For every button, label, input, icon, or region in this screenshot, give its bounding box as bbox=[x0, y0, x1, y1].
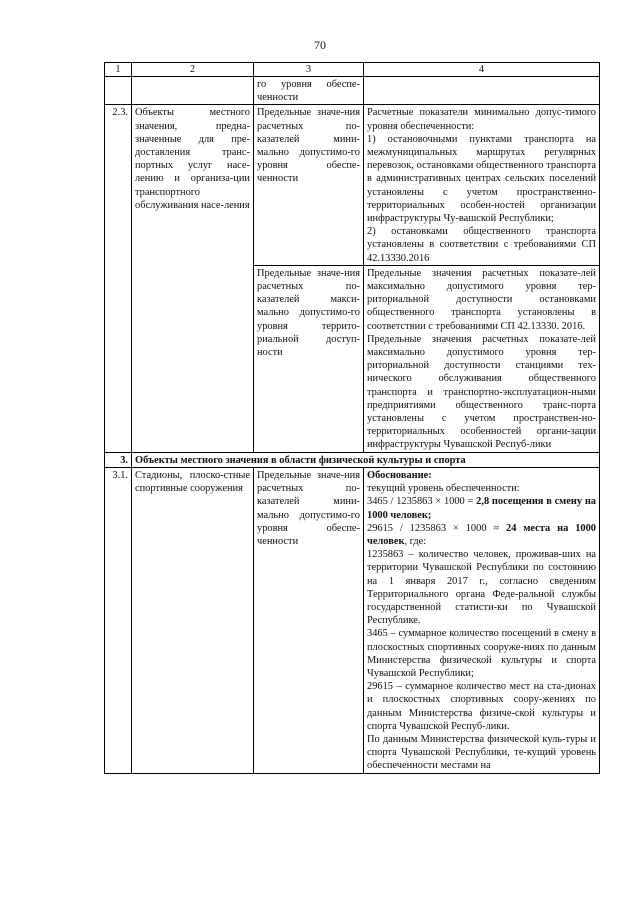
text-2-3-item1: 1) остановочными пунктами транспорта на межмуниципальных маршрутах регулярных перевозок, остановками общественного транспорта в административных центрах сельских поселений установлены с учетом пространственно-территориальных особен-ностей организации инфраструктуры Чу-вашской Республики; bbox=[367, 133, 596, 225]
text-cell bbox=[364, 77, 600, 105]
indicator-cell: го уровня обеспе-ченности bbox=[254, 77, 364, 105]
object-cell bbox=[132, 77, 254, 105]
table-row-3-1 bbox=[105, 467, 600, 773]
text-2-3-max bbox=[364, 265, 600, 452]
column-number-1: 1 bbox=[105, 63, 132, 77]
explanation-places: 29615 – суммарное количество мест на ста-дионах и плоскостных спортивных соору-жениях по данным Министерства физиче-ской культуры и спорта Чувашской Респуб-лики. bbox=[367, 681, 596, 732]
formula-visits-result: 2,8 посещения в смену на 1000 человек; bbox=[367, 496, 597, 521]
row-num-cell bbox=[105, 77, 132, 105]
object-3-1: Стадионы, плоско-стные спортивные сооружения bbox=[132, 467, 254, 773]
text-3-1 bbox=[364, 467, 600, 773]
page-number: 70 bbox=[314, 38, 326, 52]
text-2-3-item2: 2) остановками общественного транспорта установлены в соответствии с требованиями СП 42.13330.2016 bbox=[367, 226, 596, 264]
column-number-2: 2 bbox=[132, 63, 254, 77]
current-level-label: текущий уровень обеспеченности: bbox=[367, 483, 520, 495]
text-2-3-max-p1: Предельные значения расчетных показате-лей максимально допустимого уровня тер-риториальной доступности остановками общественного транспорта установлены в соответствии с требованиями СП 42.13330. 2016. bbox=[367, 267, 596, 332]
row-num-3-1: 3.1. bbox=[105, 467, 132, 773]
explanation-population: 1235863 – количество человек, проживав-ших на территории Чувашской Республики по состоянию на 1 января 2017 г., согласно сведениям Территориального органа Феде-ральной службы государственной статисти-ки по Чувашской Республике. bbox=[367, 549, 596, 627]
table-row-continued bbox=[105, 77, 600, 105]
formula-places bbox=[367, 522, 596, 548]
section-3-title: Объекты местного значения в области физической культуры и спорта bbox=[132, 452, 600, 467]
section-3-num: 3. bbox=[105, 452, 132, 467]
text-2-3-intro: Расчетные показатели минимально допус-тимого уровня обеспеченности: bbox=[367, 107, 596, 132]
formula-visits bbox=[367, 495, 596, 521]
table-row-2-3-a bbox=[105, 105, 600, 265]
explanation-ministry: По данным Министерства физической куль-туры и спорта Чувашской Республики, те-кущий уровень обеспеченности местами на bbox=[367, 733, 596, 772]
indicator-2-3-max: Предельные значе-ния расчетных по-казателей макси-мально допустимо-го уровня террито-риальной доступ-ности bbox=[254, 265, 364, 452]
section-3-row bbox=[105, 452, 600, 467]
formula-places-calc: 29615 / 1235863 × 1000 ≈ bbox=[367, 522, 507, 534]
indicator-2-3-min: Предельные значе-ния расчетных по-казателей мини-мально допустимо-го уровня обеспе-ченности bbox=[254, 105, 364, 265]
column-number-4: 4 bbox=[364, 63, 600, 77]
text-2-3-max-p2: Предельные значения расчетных показате-лей максимально допустимого уровня тер-риториальной доступности станциями тех-нического обслуживания общественного транспорта и транспортно-эксплуатацион-ными предприятиями общественного транс-порта установлены с учетом пространствен-но-территориальных особенностей органи-зации инфраструктуры Чувашской Респуб-лики bbox=[367, 333, 596, 451]
column-number-3: 3 bbox=[254, 63, 364, 77]
indicator-3-1: Предельные значе-ния расчетных по-казателей мини-мально допустимо-го уровня обеспе-ченности bbox=[254, 467, 364, 773]
justification-heading: Обоснование: bbox=[367, 469, 432, 481]
norms-table bbox=[104, 62, 600, 774]
formula-visits-calc: 3465 / 1235863 × 1000 = bbox=[367, 496, 477, 508]
formula-places-result: 24 места на 1000 человек bbox=[367, 522, 596, 547]
explanation-visits: 3465 – суммарное количество посещений в смену в плоскостных спортивных сооруже-ниях по данным Министерства физической культуры и спорта Чувашской Республики; bbox=[367, 628, 596, 679]
column-number-row bbox=[105, 63, 600, 77]
formula-places-tail: , где: bbox=[404, 535, 427, 547]
object-2-3: Объекты местного значения, предна-значенные для пре-доставления транс-портных услуг насе-лению и организа-ции транспортного обслуживания насе-ления bbox=[132, 105, 254, 452]
text-2-3-min bbox=[364, 105, 600, 265]
row-num-2-3: 2.3. bbox=[105, 105, 132, 452]
